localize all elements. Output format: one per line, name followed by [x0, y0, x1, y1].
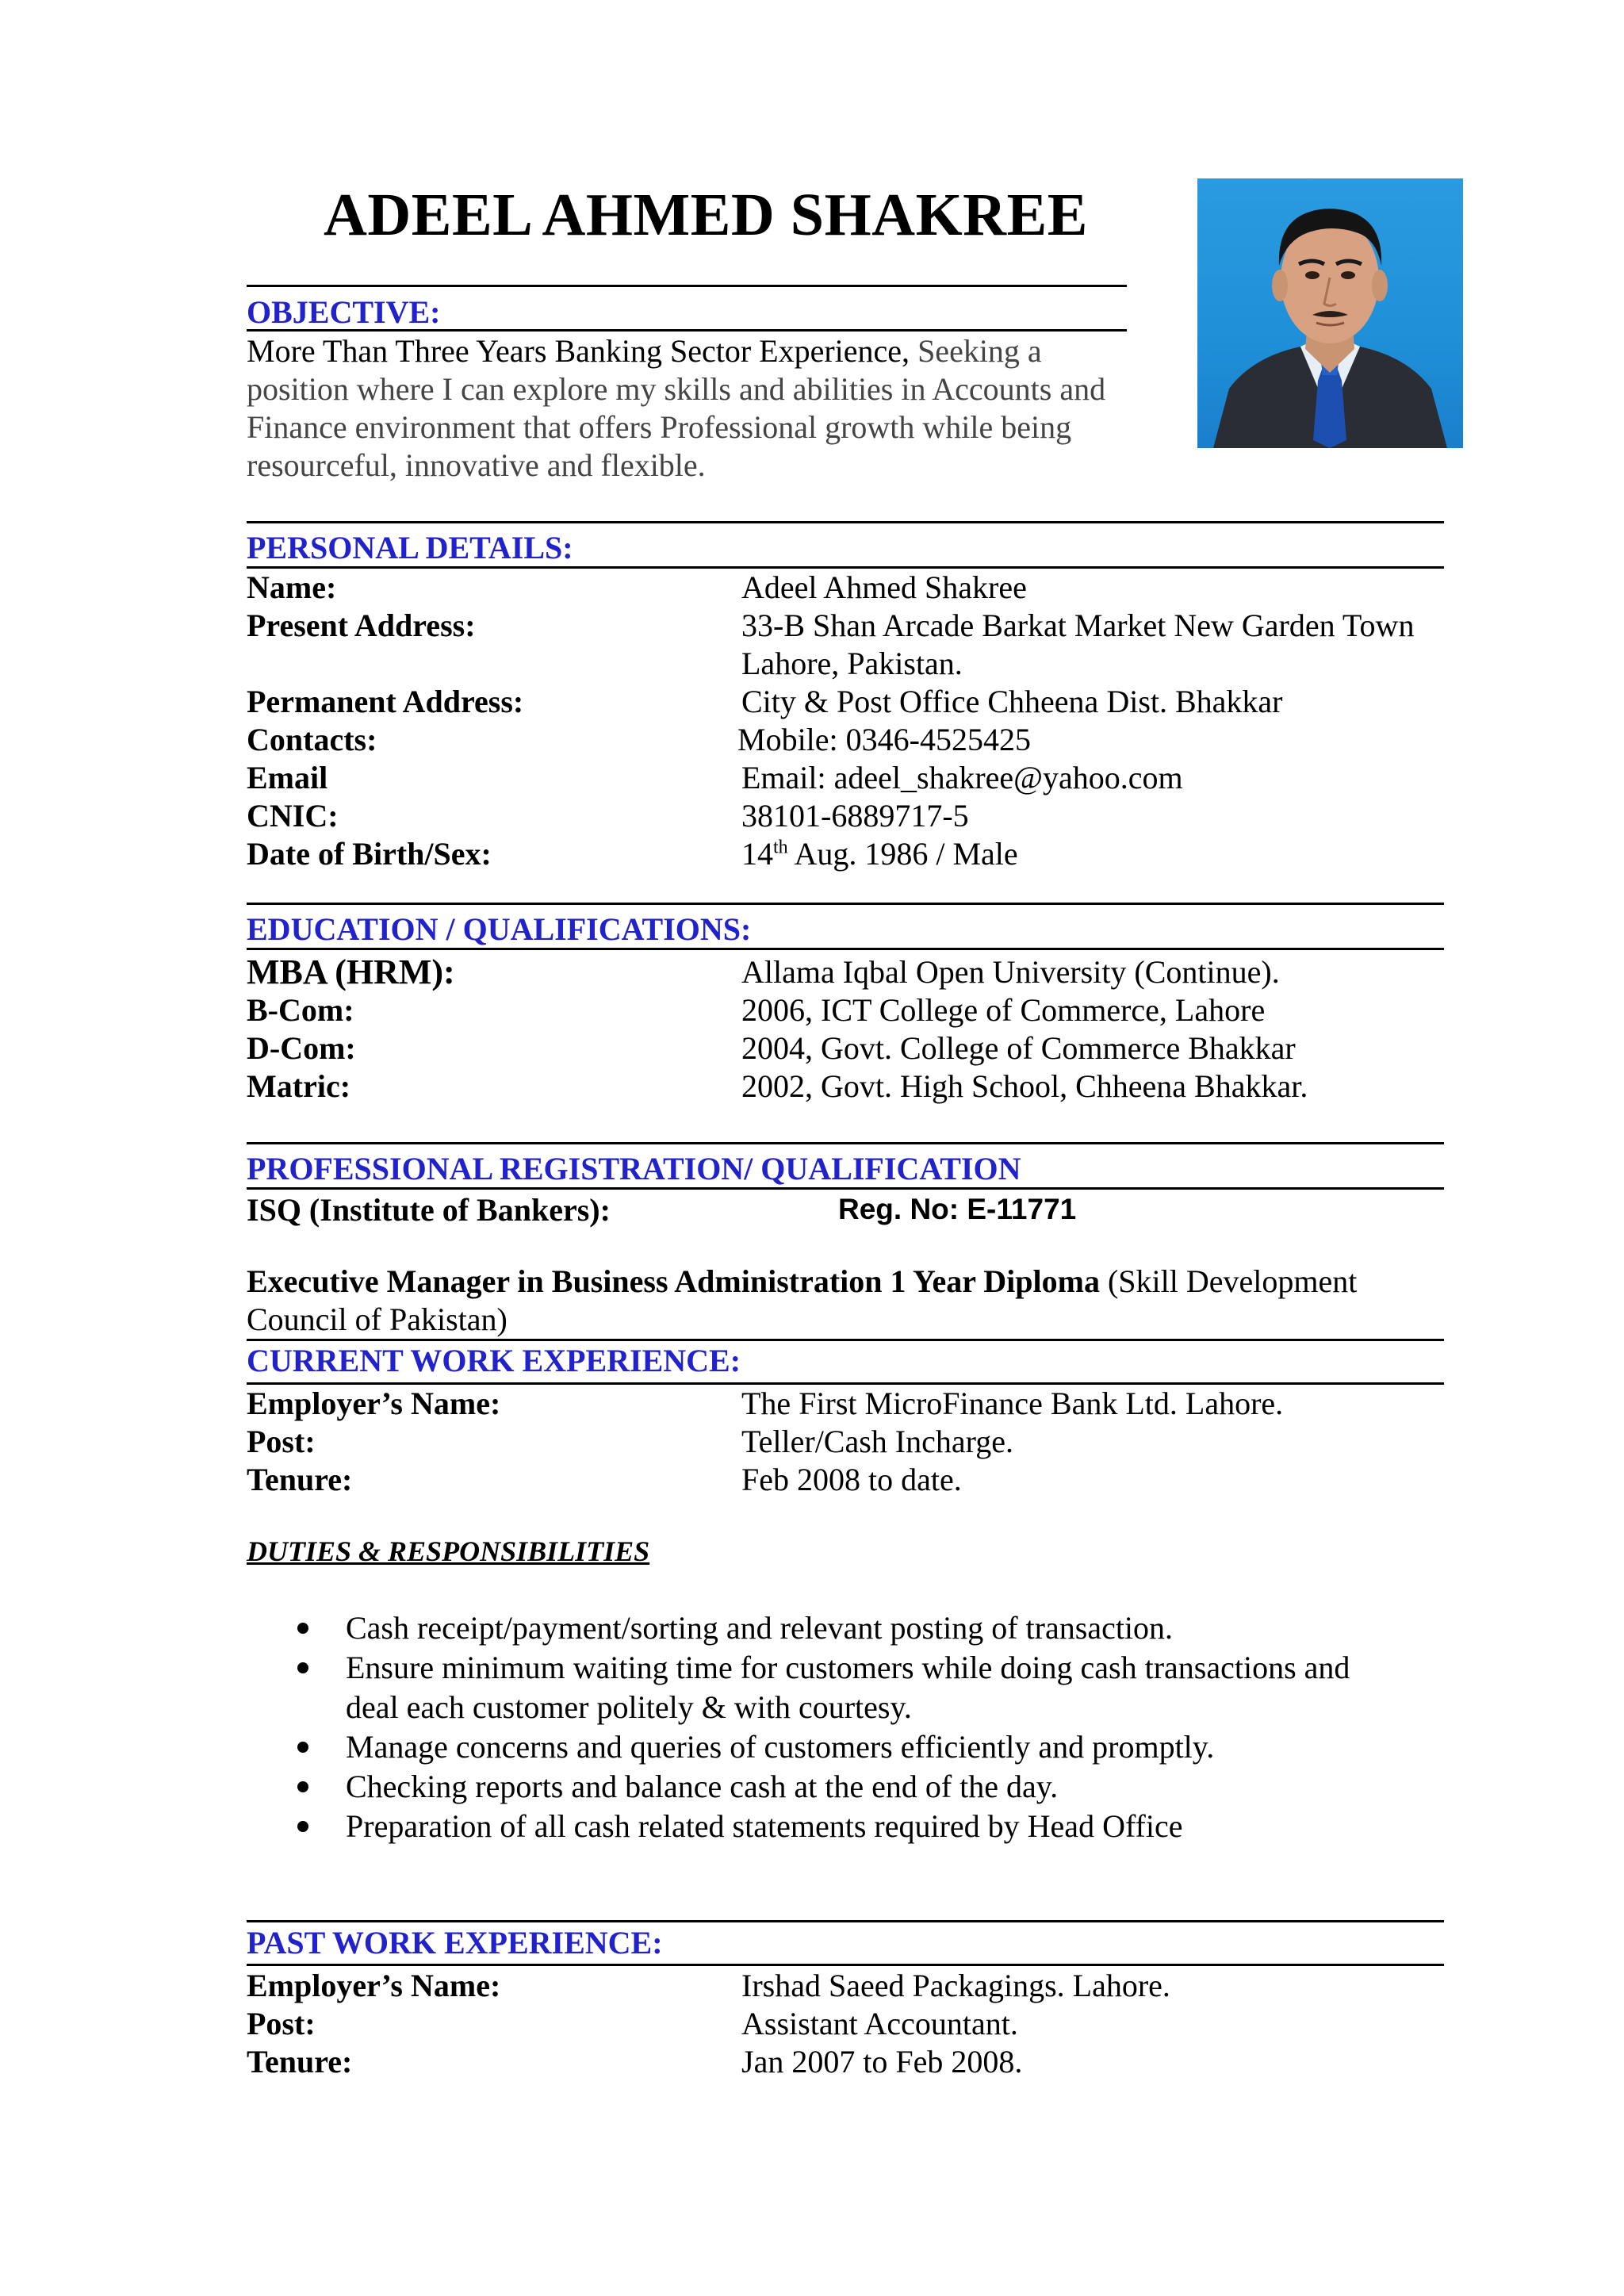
field-label: Email: [247, 760, 328, 795]
duties-heading: DUTIES & RESPONSIBILITIES: [247, 1535, 650, 1567]
duties-list: [297, 1608, 1350, 1846]
field-label: MBA (HRM):: [247, 953, 455, 991]
dob-rest: Aug. 1986 / Male: [787, 836, 1018, 872]
bullet-icon: [297, 1662, 308, 1673]
field-value: The First MicroFinance Bank Ltd. Lahore.: [741, 1386, 1284, 1421]
field-value: City & Post Office Chheena Dist. Bhakkar: [741, 684, 1283, 719]
duty-text: deal each customer politely & with courtesy.: [346, 1689, 912, 1725]
divider: [247, 1920, 1444, 1922]
objective-line: resourceful, innovative and flexible.: [247, 447, 706, 483]
field-value: Allama Iqbal Open University (Continue).: [741, 954, 1280, 990]
list-item: [297, 1807, 1350, 1846]
duty-text: Manage concerns and queries of customers efficiently and promptly.: [346, 1729, 1215, 1765]
field-label: Tenure:: [247, 1462, 353, 1497]
dob-suffix: th: [773, 837, 788, 858]
current-work-heading: CURRENT WORK EXPERIENCE:: [247, 1343, 741, 1378]
field-value: Feb 2008 to date.: [741, 1462, 962, 1497]
field-label: D-Com:: [247, 1030, 356, 1066]
divider: [247, 285, 1127, 287]
field-value: Lahore, Pakistan.: [741, 646, 963, 681]
dob-day: 14: [741, 836, 773, 872]
education-heading: EDUCATION / QUALIFICATIONS:: [247, 911, 752, 947]
duty-text: Ensure minimum waiting time for customers while doing cash transactions and: [346, 1650, 1350, 1685]
duty-text: Checking reports and balance cash at the end of the day.: [346, 1769, 1059, 1804]
divider: [247, 903, 1444, 905]
objective-line: Finance environment that offers Professional growth while being: [247, 409, 1072, 445]
objective-text: [247, 332, 1042, 370]
portrait-illustration: [1197, 178, 1463, 448]
profile-photo: [1197, 178, 1463, 448]
field-value: Assistant Accountant.: [741, 2006, 1018, 2041]
field-label: Employer’s Name:: [247, 1968, 501, 2003]
field-label: Matric:: [247, 1068, 351, 1104]
objective-line: More Than Three Years Banking Sector Experience,: [247, 333, 910, 369]
field-value: 38101-6889717-5: [741, 798, 969, 834]
objective-heading: OBJECTIVE:: [247, 294, 441, 330]
field-label: Name:: [247, 569, 337, 605]
field-value: 33-B Shan Arcade Barkat Market New Garden Town: [741, 608, 1415, 643]
objective-line: position where I can explore my skills and abilities in Accounts and: [247, 371, 1106, 407]
field-value: 2006, ICT College of Commerce, Lahore: [741, 992, 1266, 1028]
field-value: Adeel Ahmed Shakree: [741, 569, 1027, 605]
objective-line: Seeking a: [910, 333, 1042, 369]
divider: [247, 1964, 1444, 1966]
field-value: Irshad Saeed Packagings. Lahore.: [741, 1968, 1170, 2003]
divider: [247, 521, 1444, 523]
field-value: Teller/Cash Incharge.: [741, 1424, 1013, 1459]
field-label: Present Address:: [247, 608, 476, 643]
field-value: Mobile: 0346-4525425: [737, 722, 1031, 757]
field-label: Tenure:: [247, 2044, 353, 2079]
diploma-text: [247, 1263, 1357, 1301]
list-item: [297, 1727, 1350, 1767]
duty-text: Preparation of all cash related statements required by Head Office: [346, 1808, 1183, 1844]
isq-registration: Reg. No: E-11771: [838, 1193, 1077, 1225]
divider: [247, 1339, 1444, 1341]
diploma-issuer: (Skill Development: [1099, 1263, 1358, 1299]
diploma-issuer-line: Council of Pakistan): [247, 1301, 508, 1337]
bullet-icon: [297, 1742, 308, 1753]
field-label: Employer’s Name:: [247, 1386, 501, 1421]
isq-label: ISQ (Institute of Bankers):: [247, 1192, 611, 1228]
divider: [247, 329, 1127, 332]
list-item: [297, 1608, 1350, 1648]
bullet-icon: [297, 1781, 308, 1792]
field-label: Post:: [247, 2006, 316, 2041]
duty-text: Cash receipt/payment/sorting and relevant posting of transaction.: [346, 1610, 1174, 1646]
divider: [247, 1142, 1444, 1144]
diploma-title: Executive Manager in Business Administration 1 Year Diploma: [247, 1263, 1100, 1299]
candidate-name: ADEEL AHMED SHAKREE: [324, 182, 1088, 248]
field-label: Permanent Address:: [247, 684, 524, 719]
list-item: [297, 1648, 1350, 1727]
field-label: Contacts:: [247, 722, 377, 757]
field-value: [741, 835, 1018, 872]
past-work-heading: PAST WORK EXPERIENCE:: [247, 1925, 663, 1961]
field-label: CNIC:: [247, 798, 339, 834]
personal-details-heading: PERSONAL DETAILS:: [247, 530, 573, 565]
list-item: [297, 1767, 1350, 1807]
field-label: Post:: [247, 1424, 316, 1459]
field-value: Jan 2007 to Feb 2008.: [741, 2044, 1023, 2079]
field-label: Date of Birth/Sex:: [247, 836, 492, 872]
field-label: B-Com:: [247, 992, 354, 1028]
bullet-icon: [297, 1821, 308, 1832]
email-value: Email: adeel_shakree@yahoo.com: [741, 760, 1183, 795]
field-value: 2004, Govt. College of Commerce Bhakkar: [741, 1030, 1296, 1066]
divider: [247, 948, 1444, 950]
field-value: 2002, Govt. High School, Chheena Bhakkar.: [741, 1068, 1308, 1104]
divider: [247, 1187, 1444, 1190]
professional-heading: PROFESSIONAL REGISTRATION/ QUALIFICATION: [247, 1151, 1021, 1186]
bullet-icon: [297, 1623, 308, 1634]
